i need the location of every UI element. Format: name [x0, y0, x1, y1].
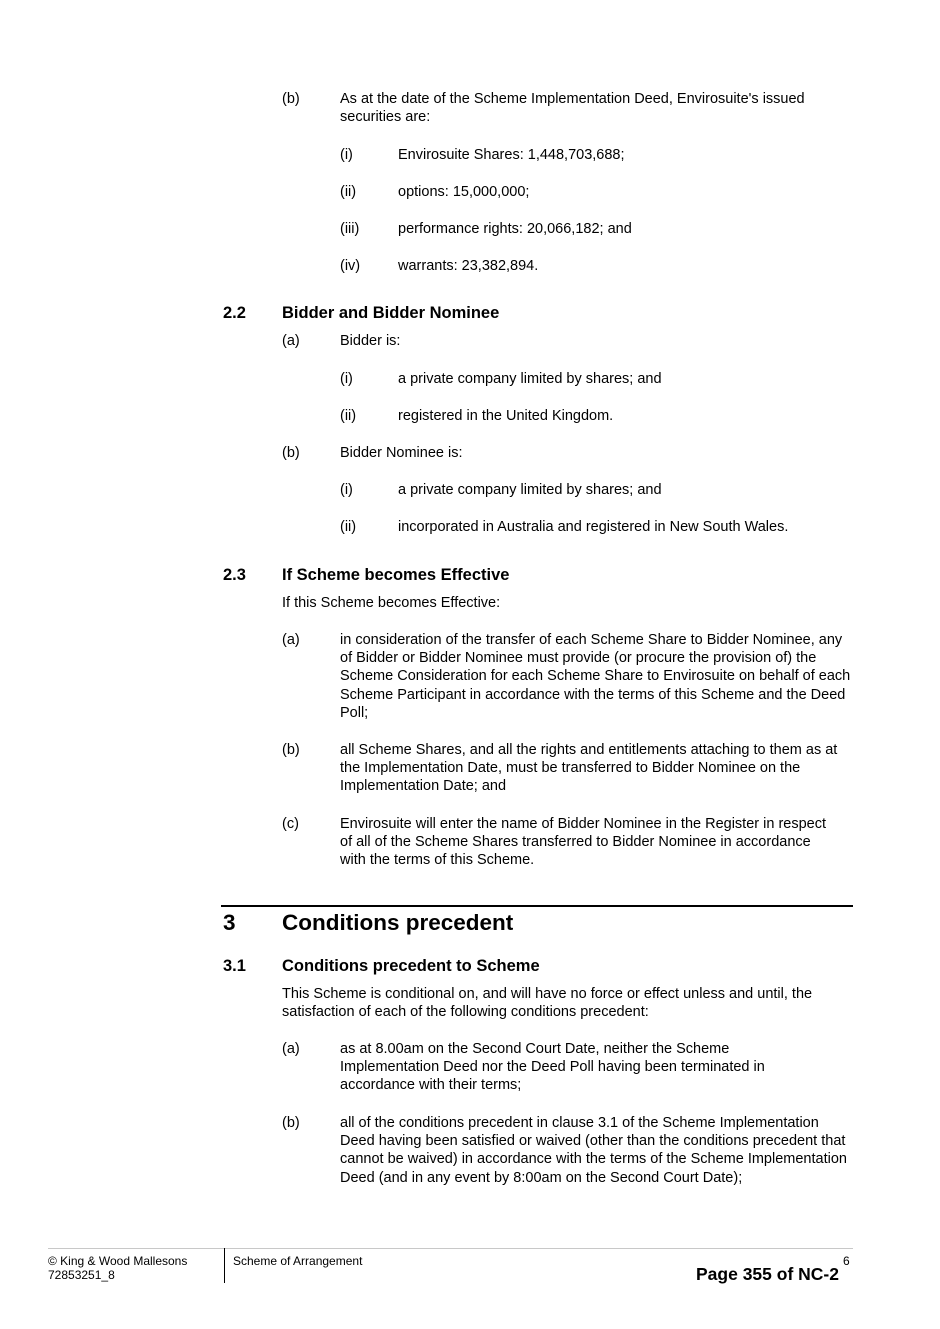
clause-text: Envirosuite will enter the name of Bidder Nominee in the Register in respect of all of the Scheme Shares transferred to Bidder Nominee in accordance with the terms of this Scheme.: [340, 816, 826, 869]
clause-text: as at 8.00am on the Second Court Date, neither the Scheme Implementation Deed nor the Deed Poll having been terminated in accordance with their terms;: [340, 1041, 765, 1094]
footer-divider: [224, 1248, 225, 1283]
footer-firm: © King & Wood Mallesons: [48, 1254, 188, 1268]
subclause-text: performance rights: 20,066,182; and: [398, 221, 632, 237]
footer-doc-id: 72853251_8: [48, 1268, 115, 1282]
subclause-text: warrants: 23,382,894.: [398, 258, 539, 274]
section-intro: If this Scheme becomes Effective:: [282, 595, 501, 611]
footer-doc-title: Scheme of Arrangement: [233, 1254, 363, 1268]
section-number: 2.3: [223, 566, 246, 584]
clause-label: (c): [282, 816, 299, 832]
chapter-heading: Conditions precedent: [282, 910, 514, 935]
clause-text: Bidder is:: [340, 333, 401, 349]
clause-text: Bidder Nominee is:: [340, 445, 463, 461]
clause-label: (b): [282, 742, 300, 758]
clause-text: As at the date of the Scheme Implementation Deed, Envirosuite's issued securities are:: [340, 91, 805, 126]
subclause-text: registered in the United Kingdom.: [398, 408, 614, 424]
subclause-text: incorporated in Australia and registered in New South Wales.: [398, 519, 789, 535]
footer-rule: [48, 1248, 853, 1249]
clause-label: (b): [282, 445, 300, 461]
subclause-text: a private company limited by shares; and: [398, 371, 662, 387]
clause-label: (b): [282, 91, 300, 107]
clause-text: in consideration of the transfer of each Scheme Share to Bidder Nominee, any of Bidder or Bidder Nominee must provide (or procure the provision of) the Scheme Consideration for each Scheme Share to Envirosuite on behalf of each Scheme Participant in accordance with the terms of this Scheme and the Deed Poll;: [340, 632, 851, 721]
section-heading: Conditions precedent to Scheme: [282, 957, 540, 975]
subclause-text: Envirosuite Shares: 1,448,703,688;: [398, 147, 625, 163]
subclause-text: a private company limited by shares; and: [398, 482, 662, 498]
clause-label: (a): [282, 333, 300, 349]
clause-label: (b): [282, 1115, 300, 1131]
subclause-label: (i): [340, 371, 353, 387]
chapter-number: 3: [223, 910, 236, 935]
section-heading: If Scheme becomes Effective: [282, 566, 510, 584]
subclause-label: (i): [340, 147, 353, 163]
subclause-label: (i): [340, 482, 353, 498]
page-stamp: Page 355 of NC-2: [696, 1264, 839, 1284]
clause-label: (a): [282, 632, 300, 648]
section-number: 3.1: [223, 957, 246, 975]
clause-label: (a): [282, 1041, 300, 1057]
subclause-text: options: 15,000,000;: [398, 184, 530, 200]
section-intro: This Scheme is conditional on, and will have no force or effect unless and until, the satisfaction of each of the following conditions precedent:: [282, 986, 813, 1021]
subclause-label: (ii): [340, 408, 357, 424]
clause-text: all Scheme Shares, and all the rights and entitlements attaching to them as at the Implementation Date, must be transferred to Bidder Nominee on the Implementation Date; and: [340, 742, 838, 795]
clause-text: all of the conditions precedent in clause 3.1 of the Scheme Implementation Deed having been satisfied or waived (other than the conditions precedent that cannot be waived) in accordance with the terms of the Scheme Implementation Deed (and in any event by 8:00am on the Second Court Date);: [340, 1115, 847, 1186]
footer-page-number: 6: [843, 1254, 850, 1268]
subclause-label: (iii): [340, 221, 360, 237]
section-rule: [221, 905, 853, 907]
section-heading: Bidder and Bidder Nominee: [282, 304, 500, 322]
section-number: 2.2: [223, 304, 246, 322]
subclause-label: (iv): [340, 258, 361, 274]
subclause-label: (ii): [340, 519, 357, 535]
subclause-label: (ii): [340, 184, 357, 200]
